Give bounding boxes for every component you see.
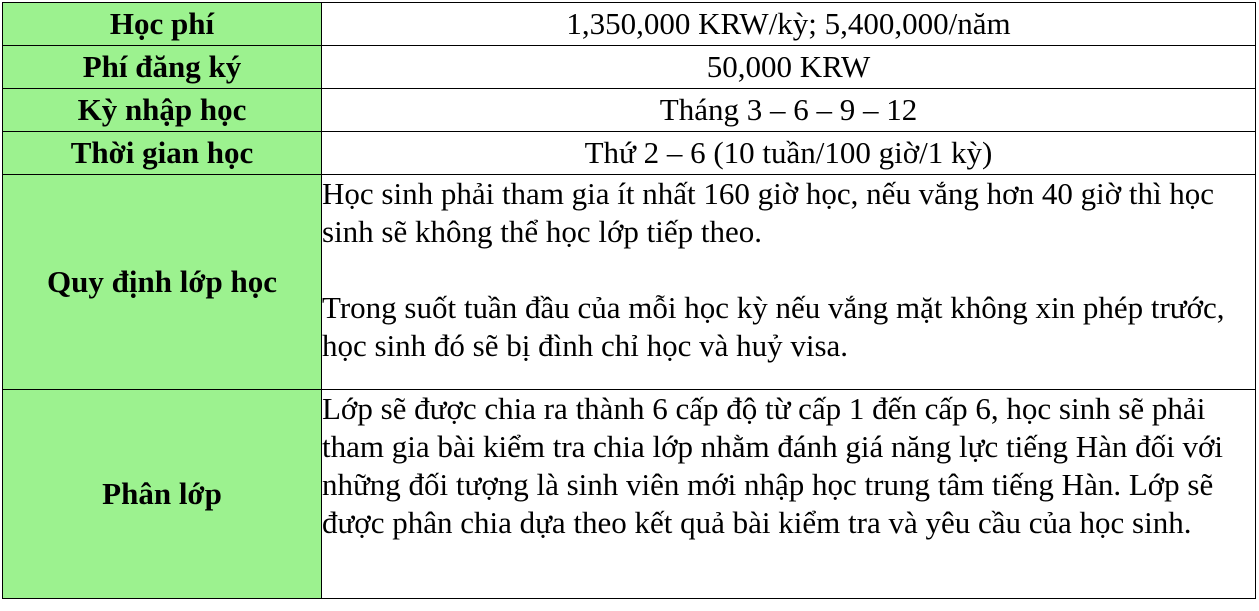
value-class-rules — [322, 175, 1256, 390]
value-placement — [322, 390, 1256, 599]
label-class-rules: Quy định lớp học — [3, 175, 322, 390]
value-tuition: 1,350,000 KRW/kỳ; 5,400,000/năm — [322, 3, 1256, 46]
placement-paragraph: Lớp sẽ được chia ra thành 6 cấp độ từ cấp 1 đến cấp 6, học sinh sẽ phải tham gia bài kiểm tra chia lớp nhằm đánh giá năng lực tiếng Hàn đối với những đối tượng là sinh viên mới nhập học trung tâm tiếng Hàn. Lớp sẽ được phân chia dựa theo kết quả bài kiểm tra và yêu cầu của học sinh. — [322, 391, 1223, 540]
value-intake: Tháng 3 – 6 – 9 – 12 — [322, 89, 1256, 132]
row-tuition — [3, 3, 1256, 46]
value-registration-fee: 50,000 KRW — [322, 46, 1256, 89]
paragraph-gap — [322, 251, 1255, 289]
label-intake: Kỳ nhập học — [3, 89, 322, 132]
row-intake — [3, 89, 1256, 132]
class-rules-paragraph-2: Trong suốt tuần đầu của mỗi học kỳ nếu vắng mặt không xin phép trước, học sinh đó sẽ bị đình chỉ học và huỷ visa. — [322, 290, 1225, 363]
label-schedule: Thời gian học — [3, 132, 322, 175]
row-registration-fee — [3, 46, 1256, 89]
info-table — [2, 2, 1256, 599]
row-schedule — [3, 132, 1256, 175]
label-registration-fee: Phí đăng ký — [3, 46, 322, 89]
value-schedule: Thứ 2 – 6 (10 tuần/100 giờ/1 kỳ) — [322, 132, 1256, 175]
label-placement: Phân lớp — [3, 390, 322, 599]
class-rules-paragraph-1: Học sinh phải tham gia ít nhất 160 giờ học, nếu vắng hơn 40 giờ thì học sinh sẽ không thể học lớp tiếp theo. — [322, 176, 1215, 249]
row-placement — [3, 390, 1256, 599]
row-class-rules — [3, 175, 1256, 390]
label-tuition: Học phí — [3, 3, 322, 46]
